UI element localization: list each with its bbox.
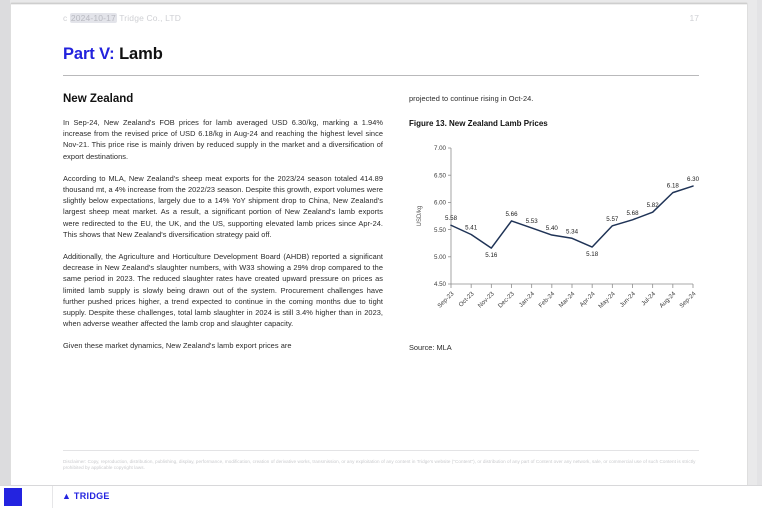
right-column [409, 93, 699, 352]
left-column [63, 93, 383, 363]
title-divider [63, 75, 699, 76]
disclaimer-divider [63, 450, 699, 451]
chart-svg [409, 136, 699, 331]
bottom-toolbar [0, 485, 762, 508]
disclaimer-text: Disclaimer: Copy, reproduction, distribution, publishing, display, performance, modification, creation of derivative works, transmission, or any exploitation of any content in Tridge's website ("Content"), or distribution of any part of Content over any network, sale, or commercial use of such Content is strictly prohibited by applicable copyright laws. [63, 459, 696, 471]
data-point-label: 6.18 [666, 182, 679, 190]
data-point-label: 6.30 [686, 176, 699, 184]
x-axis-tick-label: Aug-24 [658, 290, 678, 310]
copyright-symbol: c [63, 13, 68, 23]
body-paragraph-4: Given these market dynamics, New Zealand's lamb export prices are [63, 341, 292, 351]
price-series-line [451, 186, 693, 248]
x-axis-tick-label: Jan-24 [517, 290, 537, 309]
data-point-label: 5.53 [525, 218, 538, 226]
section-heading-new-zealand: New Zealand [63, 93, 134, 105]
x-axis-tick-label: May-24 [597, 290, 617, 311]
page-number: 17 [689, 13, 699, 23]
title-part-label: Part V: [63, 45, 115, 63]
x-axis-tick-label: Sep-23 [436, 290, 456, 310]
title-topic: Lamb [119, 45, 163, 63]
page-top-edge [11, 3, 747, 5]
document-page [11, 3, 747, 486]
x-axis-tick-label: Feb-24 [537, 290, 557, 310]
y-axis-tick-label: 6.50 [433, 172, 446, 180]
data-point-label: 5.57 [606, 215, 619, 223]
tridge-logo[interactable] [62, 491, 110, 501]
tridge-wordmark: TRIDGE [73, 491, 110, 501]
copyright-line [63, 13, 181, 23]
chart-source-note: Source: MLA [409, 343, 452, 353]
data-point-label: 5.66 [505, 211, 518, 219]
y-axis-tick-label: 5.00 [433, 254, 446, 262]
data-point-label: 5.68 [626, 210, 639, 218]
figure-title: Figure 13. New Zealand Lamb Prices [409, 119, 548, 129]
x-axis-tick-label: Jun-24 [618, 290, 637, 309]
toolbar-divider [52, 486, 53, 508]
lamb-price-chart [409, 136, 699, 331]
viewer-right-gutter [757, 0, 762, 508]
title-block [63, 45, 699, 76]
data-point-label: 5.34 [565, 228, 579, 236]
y-axis-tick-label: 7.00 [433, 145, 446, 153]
viewer-left-gutter [0, 0, 10, 508]
body-paragraph-3: Additionally, the Agriculture and Horticulture Development Board (AHDB) reported a significant decrease in New Zealand's slaughter numbers, with W33 showing a 29% drop compared to the same period in 2023. The reduced slaughter rates have created upward pressure on prices as limited lamb supply is slowly being drawn out of the system. Procurement challenges have further pushed prices higher, a trend expected to continue in the coming months due to tight supply. Despite these challenges, total lamb slaughter in 2024 is still 3.4% higher than in 2023, when adverse weather affected the lamb crop and slaughter capacity. [63, 252, 383, 329]
data-point-label: 5.58 [444, 215, 458, 223]
y-axis-tick-label: 6.00 [433, 199, 446, 207]
document-header [63, 13, 699, 23]
y-axis-title: USD/kg [417, 205, 423, 227]
data-point-label: 5.18 [586, 251, 599, 259]
x-axis-tick-label: Sep-24 [678, 290, 698, 310]
paragraph-continuation: projected to continue rising in Oct-24. [409, 94, 534, 103]
data-point-label: 5.41 [465, 224, 478, 232]
data-point-label: 5.82 [646, 202, 659, 210]
x-axis-tick-label: Apr-24 [578, 290, 597, 309]
x-axis-tick-label: Oct-23 [457, 290, 476, 309]
brand-square-icon [4, 488, 22, 506]
x-axis-tick-label: Dec-23 [496, 290, 516, 310]
body-paragraph-2: According to MLA, New Zealand's sheep meat exports for the 2023/24 season totaled 414.89 thousand mt, a 4% increase from the 2022/23 season. Despite this growth, export volumes were slightly below expectations, largely due to a 14% YoY shipment drop to China, New Zealand's largest sheep meat market. As a result, a significant portion of New Zealand's lamb exports were redirected to the EU, the UK, and the US, supporting elevated lamb prices since Apr-24. This shows that New Zealand's diversification strategy paid off. [63, 173, 383, 239]
report-date: 2024-10-17 [70, 13, 116, 23]
company-name: Tridge Co., LTD [119, 13, 182, 23]
x-axis-tick-label: Mar-24 [557, 290, 577, 310]
tridge-mark-icon: ▲ [62, 490, 71, 501]
x-axis-tick-label: Jul-24 [640, 290, 658, 308]
data-point-label: 5.16 [485, 252, 498, 260]
y-axis-tick-label: 5.50 [433, 227, 446, 235]
body-paragraph-1: In Sep-24, New Zealand's FOB prices for lamb averaged USD 6.30/kg, marking a 1.94% increase from the revised price of USD 6.18/kg in Aug-24 and reaching the highest level since Nov-21. This price rise is mainly driven by reduced supply in the market and a diversification of export destinations. [63, 118, 383, 161]
x-axis-tick-label: Nov-23 [476, 290, 496, 310]
y-axis-tick-label: 4.50 [433, 281, 446, 289]
page-title [63, 45, 699, 64]
data-point-label: 5.40 [545, 225, 558, 233]
